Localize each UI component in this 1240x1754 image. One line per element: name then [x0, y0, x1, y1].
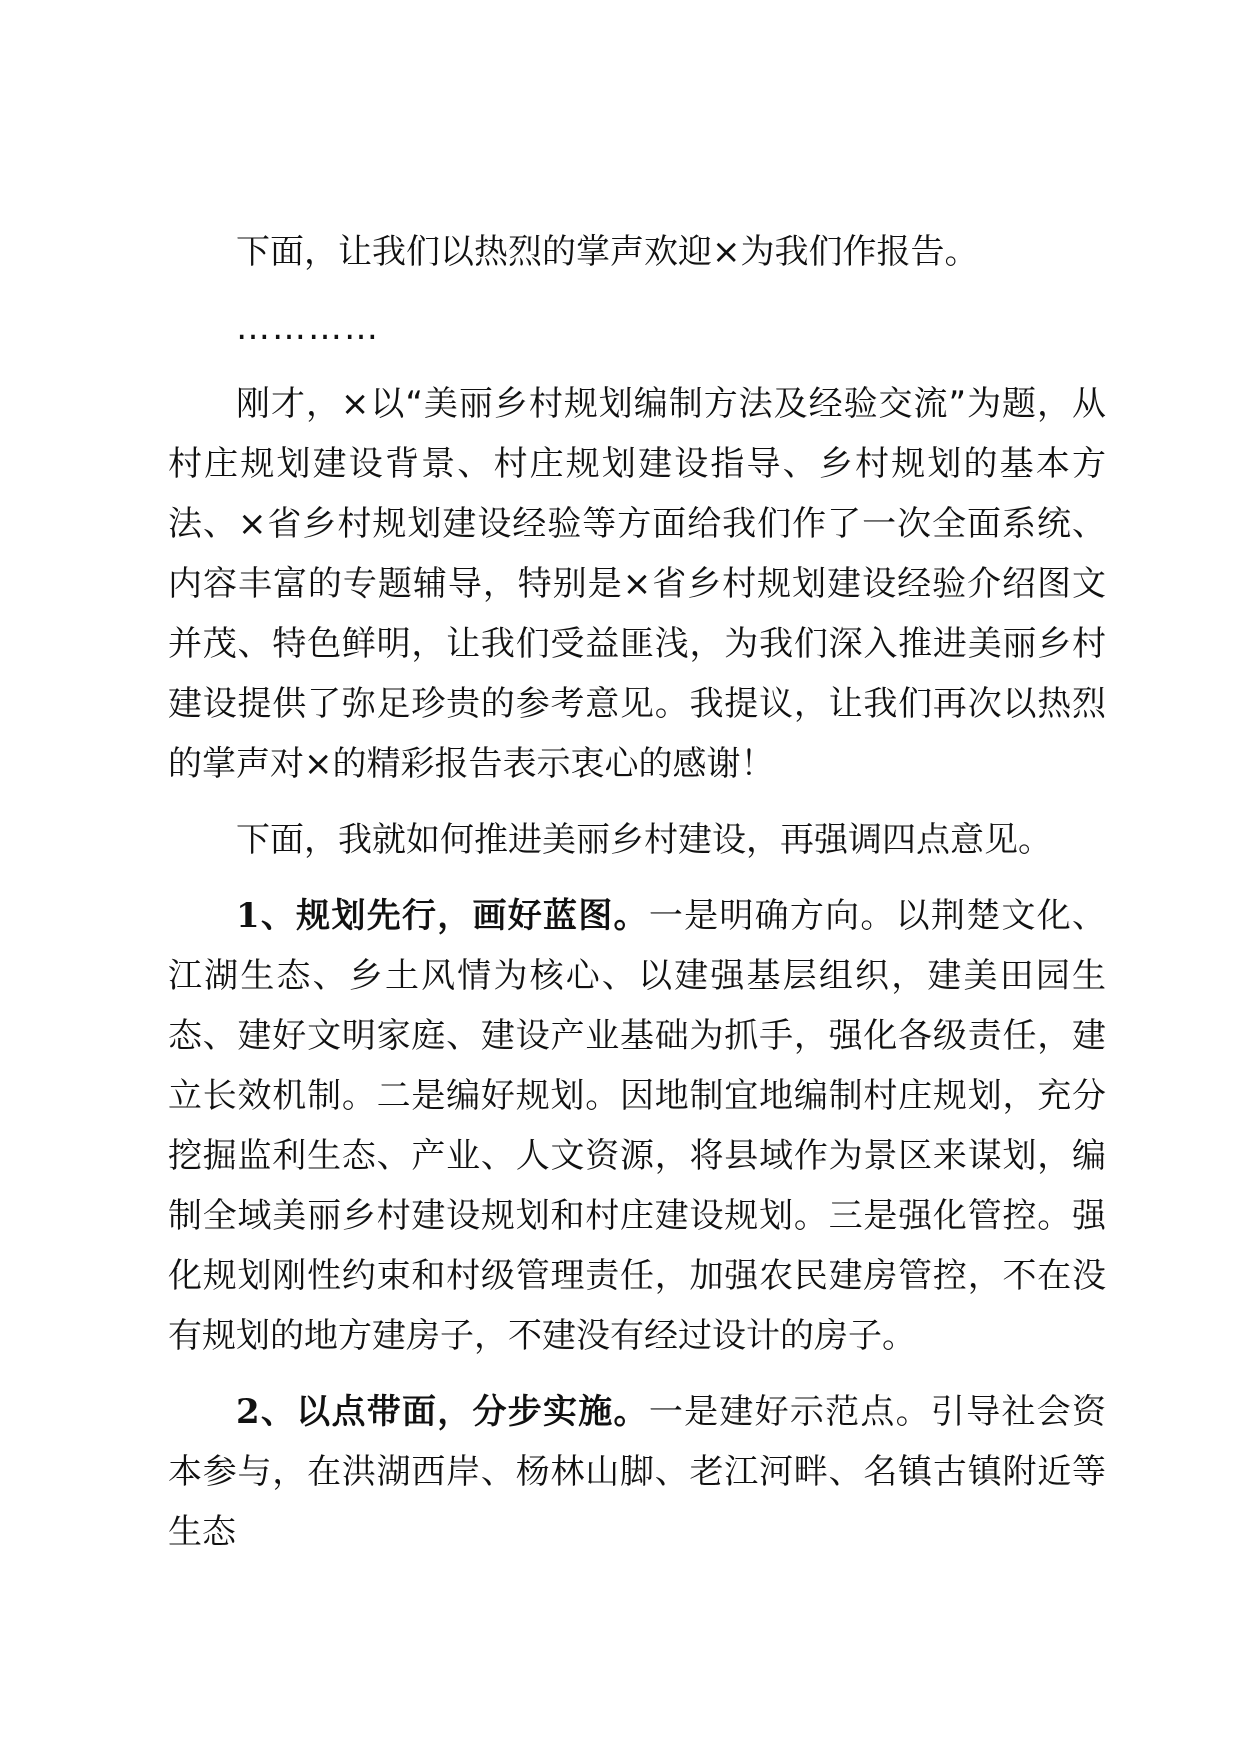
paragraph-text: 刚才，×以“美丽乡村规划编制方法及经验交流”为题，从村庄规划建设背景、村庄规划建设指导、乡村规划的基本方法、×省乡村规划建设经验等方面给我们作了一次全面系统、内容丰富的专题辅导，特别是×省乡村规划建设经验介绍图文并茂、特色鲜明，让我们受益匪浅，为我们深入推进美丽乡村建设提供了弥足珍贵的参考意见。我提议，让我们再次以热烈的掌声对×的精彩报告表示衷心的感谢！	[168, 384, 1106, 784]
paragraph-thanks	[168, 374, 1106, 794]
section-heading-1: 1、规划先行，画好蓝图。	[236, 896, 649, 936]
paragraph-text: 一是建好示范点。引导社会资本参与，在洪湖西岸、杨林山脚、老江河畔、名镇古镇附近等生态	[168, 1392, 1106, 1552]
paragraph-four-points-intro	[168, 810, 1106, 870]
paragraph-point-1	[168, 886, 1106, 1366]
document-body	[168, 222, 1106, 1578]
paragraph-point-2	[168, 1382, 1106, 1562]
paragraph-ellipsis	[168, 298, 1106, 358]
paragraph-text: …………	[236, 308, 380, 348]
section-heading-2: 2、以点带面，分步实施。	[236, 1392, 649, 1432]
paragraph-text: 下面，让我们以热烈的掌声欢迎×为我们作报告。	[236, 232, 979, 272]
paragraph-welcome-report	[168, 222, 1106, 282]
paragraph-text: 下面，我就如何推进美丽乡村建设，再强调四点意见。	[236, 820, 1052, 860]
paragraph-text: 一是明确方向。以荆楚文化、江湖生态、乡土风情为核心、以建强基层组织，建美田园生态、建好文明家庭、建设产业基础为抓手，强化各级责任，建立长效机制。二是编好规划。因地制宜地编制村庄规划，充分挖掘监利生态、产业、人文资源，将县域作为景区来谋划，编制全域美丽乡村建设规划和村庄建设规划。三是强化管控。强化规划刚性约束和村级管理责任，加强农民建房管控，不在没有规划的地方建房子，不建没有经过设计的房子。	[168, 896, 1106, 1356]
